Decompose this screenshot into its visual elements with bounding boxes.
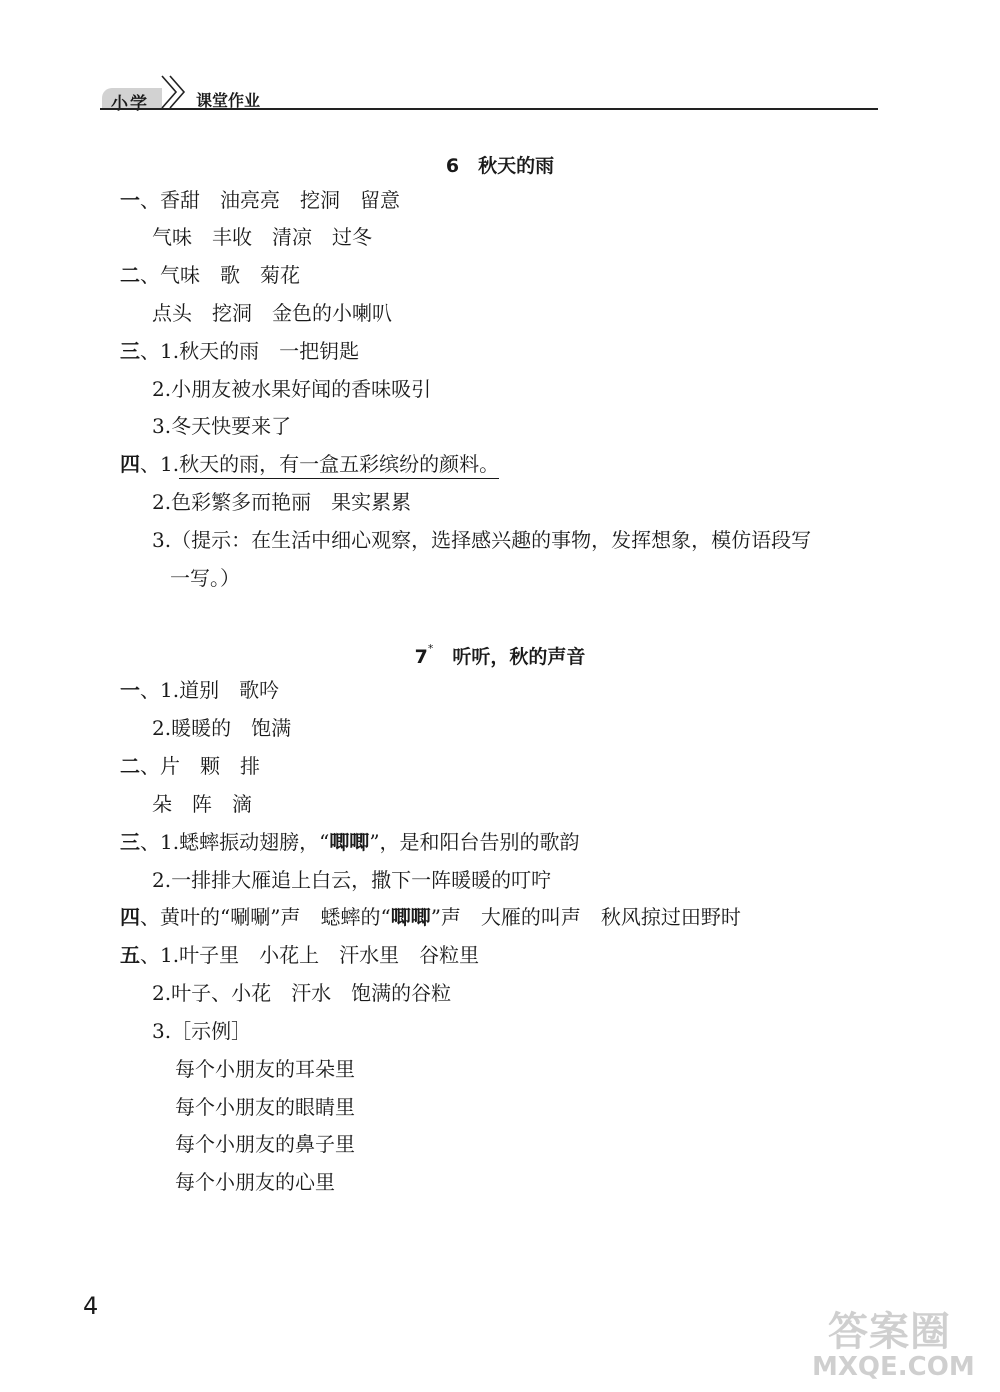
lesson-7-s3-line1: 三、1.蟋蟀振动翅膀，“唧唧”，是和阳台告别的歌韵 [120,830,580,854]
lesson-6-s4-line2: 2.色彩繁多而艳丽 果实累累 [152,490,412,514]
page-header [100,68,878,114]
header-level: 小学 [111,94,149,114]
header-level-tab [102,88,162,114]
lesson-7-s5-line3: 3.［示例］ [152,1019,252,1043]
lesson-6-s3-line3: 3.冬天快要来了 [152,414,292,438]
lesson-6-s4-line3: 3.（提示：在生活中细心观察，选择感兴趣的事物，发挥想象，模仿语段写 [152,528,812,552]
lesson-7-s4-line1: 四、黄叶的“唰唰”声 蟋蟀的“唧唧”声 大雁的叫声 秋风掠过田野时 [120,905,741,929]
lesson-6-s2-line1: 二、气味 歌 菊花 [120,263,300,287]
header-book-title: 课堂作业 [196,91,261,110]
example-line: 每个小朋友的耳朵里 [175,1057,355,1081]
watermark [812,1300,992,1392]
double-chevron-icon [160,74,190,110]
header-rule [100,108,878,110]
lesson-6-title: 6 秋天的雨 [445,155,555,177]
lesson-7-title: 7* 听听，秋的声音 [414,642,586,668]
lesson-6-s2-line2: 点头 挖洞 金色的小喇叭 [152,301,392,325]
lesson-7-s2-line1: 二、片 颗 排 [120,754,260,778]
page-number: 4 [83,1292,99,1320]
lesson-6-s4-line1: 四、1.秋天的雨，有一盒五彩缤纷的颜料。 [120,451,499,477]
example-line: 每个小朋友的鼻子里 [175,1132,355,1156]
lesson-6-s1-line2: 气味 丰收 清凉 过冬 [152,225,372,249]
lesson-7-s5-line1: 五、1.叶子里 小花上 汗水里 谷粒里 [120,943,480,967]
watermark-logo: 答案圈 [828,1309,951,1355]
watermark-url: MXQE.COM [812,1352,975,1382]
lesson-7-s2-line2: 朵 阵 滴 [152,792,252,816]
lesson-6-s1-line1: 一、香甜 油亮亮 挖洞 留意 [120,188,400,212]
underlined-answer: 秋天的雨，有一盒五彩缤纷的颜料。 [179,452,499,479]
lesson-6-s3-line1: 三、1.秋天的雨 一把钥匙 [120,339,360,363]
lesson-6-s3-line2: 2.小朋友被水果好闻的香味吸引 [152,377,432,401]
optional-lesson-mark: * [427,642,434,655]
lesson-6-s4-line4: 一写。） [170,566,240,590]
example-line: 每个小朋友的眼睛里 [175,1095,355,1119]
lesson-7-s3-line2: 2.一排排大雁追上白云，撒下一阵暖暖的叮咛 [152,868,552,892]
lesson-7-s1-line2: 2.暖暖的 饱满 [152,716,292,740]
lesson-7-s1-line1: 一、1.道别 歌吟 [120,678,280,702]
example-line: 每个小朋友的心里 [175,1170,335,1194]
lesson-7-s5-line2: 2.叶子、小花 汗水 饱满的谷粒 [152,981,452,1005]
